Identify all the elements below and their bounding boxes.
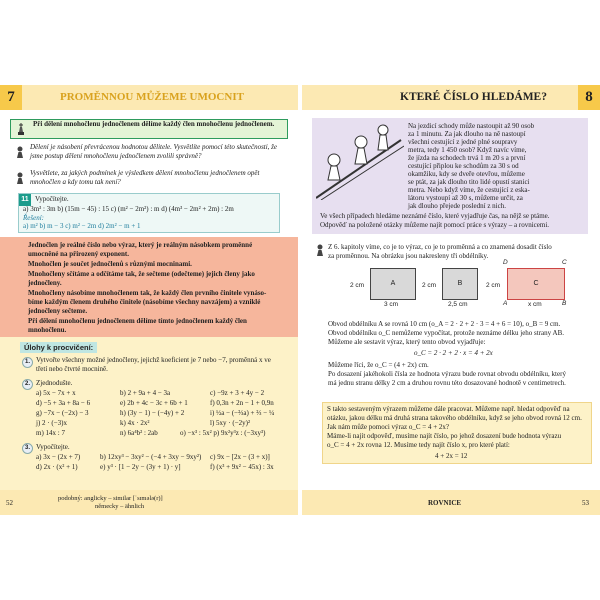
intro-line: metra, tedy 1 450 osob? Když navíc víme, (408, 146, 527, 154)
intro-line: jak dlouho přejede poslední z nich. (408, 202, 506, 210)
perimeter-line: má jednu stranu délky 2 cm a druhou rovnu této dosazované hodnotě v centimetrech. (328, 379, 566, 387)
intro-box (312, 118, 588, 234)
chapter6-line: za proměnnou. Na obrázku jsou nakresleny tři obdélníky. (328, 252, 489, 260)
footer-vocab-1: podobný: anglicky – similar [ˈsɪmələ(r)] (58, 495, 163, 502)
page-number: 52 (6, 499, 13, 507)
chess-king-icon (15, 122, 27, 136)
task-1-text: Vytvořte všechny možné jednočleny, jejichž koeficient je 7 nebo −7, proměnná x ve třetí nebo čtvrté mocnině. (36, 356, 271, 373)
task-2-item: e) 2b + 4c − 3c + 6b + 1 (120, 399, 188, 407)
intro-line: Odpověď na položené otázky můžeme najít pomocí práce s výrazy – a rovnicemi. (320, 221, 550, 229)
perimeter-line: Obvod obdélníku A se rovná 10 cm (o_A = 2 · 2 + 2 · 3 = 4 + 6 = 10), o_B = 9 cm. (328, 320, 561, 328)
chapter6-line: Z 6. kapitoly víme, co je to výraz, co je to proměnná a co znamená dosadit číslo (328, 243, 552, 251)
chapter-number: 8 (578, 85, 600, 110)
rect-a-height: 2 cm (350, 282, 365, 289)
chess-pawn-icon (14, 145, 26, 159)
task-3-item: f) (x³ + 9x² − 45x) : 3x (210, 463, 274, 471)
task-2-heading: Zjednodušte. (36, 379, 73, 387)
intro-line: všechni cestující z jedné plné soupravy (408, 138, 518, 146)
task-2-item: a) 5x − 7x + x (36, 389, 76, 397)
rectangle-a: A (370, 268, 416, 300)
equation: 4 + 2x = 12 (435, 452, 468, 460)
summary-line: jednočleny sečteme. (28, 307, 88, 315)
chess-pawn-icon (14, 171, 26, 185)
summary-line: mnohočlenu. (28, 326, 67, 334)
summary-line: bíme každým členem druhého činitele (násobíme všechny navzájem) a vzniklé (28, 298, 261, 306)
task-2-item: f) 0,3n + 2n − 1 + 0,9n (210, 399, 274, 407)
summary-line: umocněné na přirozený exponent. (28, 250, 129, 258)
question-2: Vysvětlete, za jakých podmínek je výsledkem dělení mnohočlenu jednočlenem opět mnohočlen a kdy tomu tak není? (30, 169, 260, 186)
rect-a-width: 3 cm (384, 301, 399, 308)
intro-line: metra. Nebo když víme, že cestující z eska- (408, 186, 530, 194)
task-number: 3. (22, 443, 33, 454)
left-header (0, 85, 298, 110)
task-3-item: a) 3x − (2x + 7) (36, 453, 81, 461)
summary-line: Mnohočleny násobíme mnohočlenem tak, že každý člen prvního činitele vynáso- (28, 289, 267, 297)
example-number: 11 (19, 194, 31, 206)
perimeter-line: Obvod obdélníku o_C nemůžeme vypočítat, protože neznáme délku jeho strany AB. (328, 329, 564, 337)
chapter-number: 7 (0, 85, 22, 110)
intro-line: okamžiku, kdy se dveře otevřou, můžeme (408, 170, 525, 178)
task-2-item: g) −7x − (−2x) − 3 (36, 409, 89, 417)
task-3-item: b) 12xy³ − 3xy² − (−4 + 3xy − 9xy²) (100, 453, 202, 461)
task-2-item: b) 2 + 9a + 4 − 3a (120, 389, 171, 397)
intro-line: že jízda na schodech trvá 1 m 20 s a první (408, 154, 526, 162)
corner-label: A (503, 300, 508, 307)
example-solutions: a) m² b) m − 3 c) m² − 2m d) 2m² − m + 1 (23, 222, 141, 230)
chess-pieces-on-escalator-illustration (316, 120, 404, 200)
rectangle-c: C (507, 268, 565, 300)
rect-c-width: x cm (528, 301, 542, 308)
solution-label: Řešení: (23, 214, 44, 222)
task-2-item: k) 4x · 2x² (120, 419, 150, 427)
perimeter-expression: o_C = 2 · 2 + 2 · x = 4 + 2x (414, 349, 493, 357)
footer-vocab-2: německy – ähnlich (95, 503, 145, 510)
left-footer (0, 490, 298, 515)
example-heading: Vypočítejte. (35, 195, 69, 203)
perimeter-line: Po dosazení jakéhokoli čísla ze hodnota výrazu bude rovnat obvodu obdélníku, který (328, 370, 566, 378)
perimeter-line: Můžeme říci, že o_C = (4 + 2x) cm. (328, 361, 429, 369)
question-line: o_C = 4 + 2x rovna 12. Musíme tedy najít číslo x, pro které platí: (327, 441, 510, 449)
task-number: 1. (22, 357, 33, 368)
task-2-item: l) 5xy · (−2y)² (210, 419, 251, 427)
task-2-item: i) ½a − (−⅔a) + ⅔ − ¼ (210, 409, 275, 417)
question-line: otázku, jakou délku má druhá strana takového obdélníku, když se jeho obvod rovná 12 cm. (327, 414, 582, 422)
summary-line: Při dělení mnohočlenu jednočlenem dělíme tímto jednočlenem každý člen (28, 317, 247, 325)
question-1: Dělení je násobení převrácenou hodnotou dělitele. Vysvětlíte pomocí této skutečnosti, že jsme postup dělení mnohočlenu jednočlenem zvolili správně? (30, 143, 278, 160)
summary-line: Mnohočlen je součet jednočlenů s různými mocninami. (28, 260, 192, 268)
chapter-title: PROMĚNNOU MŮŽEME UMOCNIT (60, 91, 244, 103)
task-number: 2. (22, 379, 33, 390)
task-3-item: d) 2x · (x² + 1) (36, 463, 78, 471)
exercises-heading: Úlohy k procvičení: (20, 342, 97, 353)
intro-line: Na jezdicí schody může nastoupit až 90 osob (408, 122, 535, 130)
example-items: a) 3m³ : 3m b) (15m − 45) : 15 c) (m² − 2m²) : m d) (4m³ − 2m² + 2m) : 2m (23, 205, 234, 213)
perimeter-line: Můžeme ale sestavit výraz, který tento obvod vyjadřuje: (328, 338, 486, 346)
summary-box (0, 237, 298, 337)
right-footer (302, 490, 600, 515)
rule-text: Při dělení mnohočlenu jednočlenem dělíme každý člen mnohočlenu jednočlenem. (33, 120, 275, 128)
task-2-item: h) (3y − 1) − (−4y) + 2 (120, 409, 185, 417)
question-line: Jak nám může pomoci výraz o_C = 4 + 2x? (327, 423, 450, 431)
summary-line: Mnohočleny sčítáme a odčítáme tak, že sečteme (odečteme) jejich členy jako (28, 270, 255, 278)
rect-b-height: 2 cm (422, 282, 437, 289)
intro-line: se ptát, za jak dlouho tito lidé opustí stanici (408, 178, 530, 186)
rule-box (10, 119, 288, 139)
footer-section: ROVNICE (428, 499, 462, 507)
task-3-item: e) y³ · [1 − 2y − (3y + 1) · y] (100, 463, 181, 471)
task-2-item: o) −x³ : 5x² p) 9x²y³z : (−3xy³) (180, 429, 266, 437)
question-box (322, 402, 592, 464)
chapter-title: KTERÉ ČÍSLO HLEDÁME? (400, 91, 547, 103)
intro-line: látoru vystoupí až 30 s, můžeme určit, za (408, 194, 523, 202)
task-3-heading: Vypočítejte. (36, 443, 70, 451)
question-line: S takto sestaveným výrazem můžeme dále pracovat. Můžeme např. hledat odpověď na (327, 405, 570, 413)
task-2-item: d) −5 + 3a + 8a − 6 (36, 399, 91, 407)
exercises-box (0, 337, 298, 490)
rect-c-height: 2 cm (486, 282, 501, 289)
corner-label: C (562, 259, 567, 266)
task-3-item: c) 9x − [2x − (3 + x)] (210, 453, 270, 461)
corner-label: B (562, 300, 567, 307)
summary-line: Jednočlen je reálné číslo nebo výraz, který je reálným násobkem proměnné (28, 241, 253, 249)
page-number: 53 (582, 499, 589, 507)
left-page (0, 85, 300, 515)
task-2-item: n) 6a⁴b² : 2ab (120, 429, 158, 437)
task-2-item: m) 14x : 7 (36, 429, 65, 437)
intro-line: za 1 minutu. Za jak dlouho na ně nastoupí (408, 130, 526, 138)
rectangle-b: B (442, 268, 478, 300)
intro-line: cestující připlou ke schodům za 30 s od (408, 162, 519, 170)
question-line: Máme-li najít odpověď, musíme najít číslo, po jehož dosazení bude hodnota výrazu (327, 432, 562, 440)
chess-pawn-icon (314, 243, 326, 257)
corner-label: D (503, 259, 508, 266)
example-box (18, 193, 280, 233)
summary-line: jednočleny. (28, 279, 62, 287)
task-2-item: j) 2 · (−3)x (36, 419, 67, 427)
intro-line: Ve všech případech hledáme neznámé číslo, které vyjadřuje čas, na nějž se ptáme. (320, 212, 550, 220)
task-2-item: c) −9z + 3 + 4y − 2 (210, 389, 265, 397)
right-page (300, 85, 600, 515)
right-header (302, 85, 600, 110)
rect-b-width: 2,5 cm (448, 301, 468, 308)
